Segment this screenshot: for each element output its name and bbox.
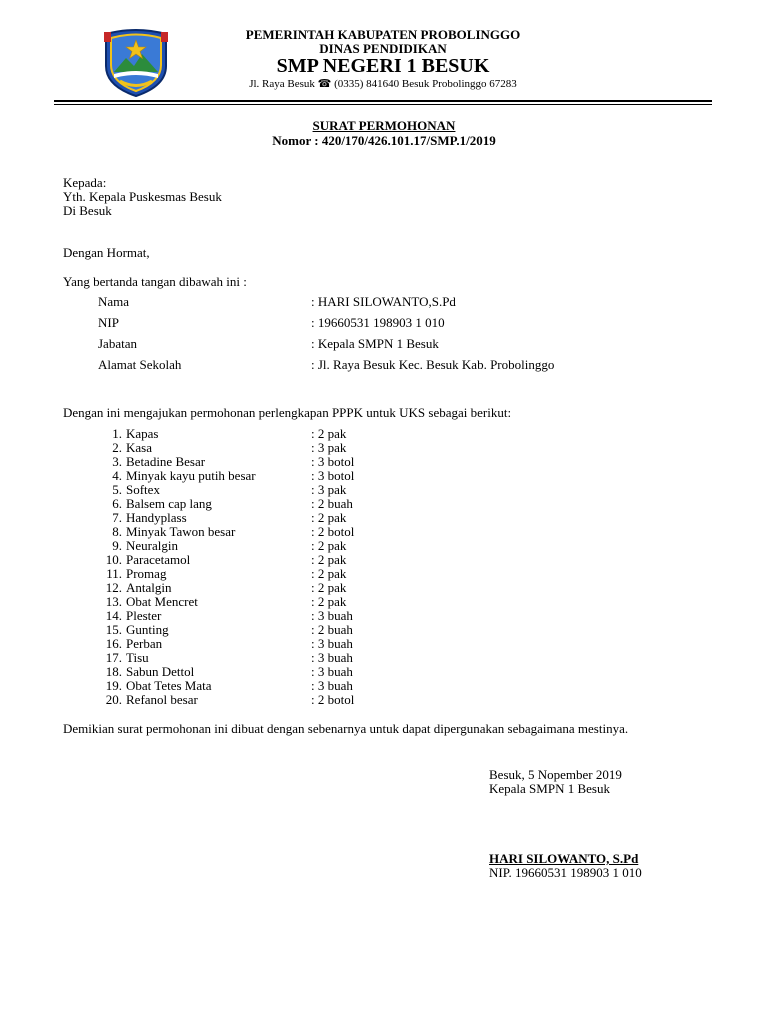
list-item xyxy=(0,496,768,510)
item-number: 6. xyxy=(112,496,122,511)
government-name: PEMERINTAH KABUPATEN PROBOLINGGO xyxy=(245,27,521,42)
item-quantity: : 3 botol xyxy=(311,468,355,483)
item-quantity: : 3 buah xyxy=(311,608,353,623)
item-number: 5. xyxy=(112,482,122,497)
greeting: Dengan Hormat, xyxy=(63,245,150,260)
item-number: 3. xyxy=(112,454,122,469)
item-number: 2. xyxy=(112,440,122,455)
identity-label: NIP xyxy=(98,315,119,330)
letter-number: Nomor : 420/170/426.101.17/SMP.1/2019 xyxy=(272,133,496,148)
identity-value: : Jl. Raya Besuk Kec. Besuk Kab. Probolinggo xyxy=(311,357,555,372)
item-name: Sabun Dettol xyxy=(126,664,195,679)
closing-text: Demikian surat permohonan ini dibuat dengan sebenarnya untuk dapat dipergunakan sebagaimana mestinya. xyxy=(63,721,629,736)
list-item xyxy=(0,664,768,678)
letterhead-divider-thick xyxy=(54,100,712,102)
item-name: Handyplass xyxy=(126,510,187,525)
list-item xyxy=(0,482,768,496)
item-quantity: : 3 buah xyxy=(311,678,353,693)
item-quantity: : 3 buah xyxy=(311,650,353,665)
letterhead-divider-thin xyxy=(54,104,712,105)
item-quantity: : 2 pak xyxy=(311,510,347,525)
identity-value: : 19660531 198903 1 010 xyxy=(311,315,445,330)
item-name: Promag xyxy=(126,566,167,581)
item-name: Obat Mencret xyxy=(126,594,198,609)
item-name: Balsem cap lang xyxy=(126,496,212,511)
item-number: 9. xyxy=(112,538,122,553)
item-number: 17. xyxy=(105,650,122,665)
item-number: 10. xyxy=(105,552,122,567)
item-number: 11. xyxy=(106,566,122,581)
item-quantity: : 3 pak xyxy=(311,482,347,497)
item-name: Paracetamol xyxy=(126,552,191,567)
item-number: 1. xyxy=(112,426,122,441)
intro-text: Yang bertanda tangan dibawah ini : xyxy=(63,274,247,289)
item-name: Antalgin xyxy=(126,580,172,595)
item-quantity: : 2 pak xyxy=(311,566,347,581)
item-quantity: : 3 pak xyxy=(311,440,347,455)
list-item xyxy=(0,440,768,454)
list-item xyxy=(0,552,768,566)
request-text: Dengan ini mengajukan permohonan perlengkapan PPPK untuk UKS sebagai berikut: xyxy=(63,405,512,420)
list-item xyxy=(0,594,768,608)
item-quantity: : 2 pak xyxy=(311,552,347,567)
item-number: 7. xyxy=(112,510,122,525)
recipient-name: Yth. Kepala Puskesmas Besuk xyxy=(63,189,222,204)
recipient-place: Di Besuk xyxy=(63,203,112,218)
item-quantity: : 3 buah xyxy=(311,664,353,679)
list-item xyxy=(0,524,768,538)
item-name: Softex xyxy=(126,482,160,497)
item-number: 13. xyxy=(105,594,122,609)
item-quantity: : 3 buah xyxy=(311,636,353,651)
item-name: Plester xyxy=(126,608,162,623)
place-date: Besuk, 5 Nopember 2019 xyxy=(489,767,622,782)
item-name: Perban xyxy=(126,636,163,651)
recipient-to: Kepada: xyxy=(63,175,107,190)
list-item xyxy=(0,608,768,622)
list-item xyxy=(0,426,768,440)
identity-label: Alamat Sekolah xyxy=(98,357,182,372)
item-quantity: : 2 buah xyxy=(311,496,353,511)
item-number: 18. xyxy=(105,664,122,679)
item-name: Obat Tetes Mata xyxy=(126,678,212,693)
item-number: 20. xyxy=(105,692,122,707)
identity-label: Jabatan xyxy=(98,336,137,351)
item-quantity: : 2 pak xyxy=(311,426,347,441)
list-item xyxy=(0,580,768,594)
item-quantity: : 2 buah xyxy=(311,622,353,637)
item-name: Minyak Tawon besar xyxy=(126,524,236,539)
letter-title: SURAT PERMOHONAN xyxy=(312,118,456,133)
item-number: 16. xyxy=(105,636,122,651)
list-item xyxy=(0,468,768,482)
item-name: Neuralgin xyxy=(126,538,178,553)
item-quantity: : 2 pak xyxy=(311,594,347,609)
list-item xyxy=(0,622,768,636)
identity-label: Nama xyxy=(98,294,130,309)
item-quantity: : 2 botol xyxy=(311,524,355,539)
identity-value: : Kepala SMPN 1 Besuk xyxy=(311,336,439,351)
list-item xyxy=(0,538,768,552)
list-item xyxy=(0,454,768,468)
item-number: 19. xyxy=(105,678,122,693)
list-item xyxy=(0,510,768,524)
item-number: 12. xyxy=(105,580,122,595)
list-item xyxy=(0,636,768,650)
item-name: Tisu xyxy=(126,650,149,665)
item-quantity: : 2 pak xyxy=(311,538,347,553)
list-item xyxy=(0,650,768,664)
item-name: Gunting xyxy=(126,622,169,637)
item-number: 14. xyxy=(105,608,122,623)
item-quantity: : 2 botol xyxy=(311,692,355,707)
item-number: 4. xyxy=(112,468,122,483)
list-item xyxy=(0,566,768,580)
item-name: Betadine Besar xyxy=(126,454,206,469)
item-number: 15. xyxy=(105,622,122,637)
identity-value: : HARI SILOWANTO,S.Pd xyxy=(311,294,456,309)
list-item xyxy=(0,678,768,692)
item-number: 8. xyxy=(112,524,122,539)
item-name: Kasa xyxy=(126,440,152,455)
item-quantity: : 2 pak xyxy=(311,580,347,595)
signer-nip: NIP. 19660531 198903 1 010 xyxy=(489,865,642,880)
school-name: SMP NEGERI 1 BESUK xyxy=(276,55,490,77)
item-name: Kapas xyxy=(126,426,159,441)
signer-position: Kepala SMPN 1 Besuk xyxy=(489,781,610,796)
item-name: Minyak kayu putih besar xyxy=(126,468,256,483)
signer-name: HARI SILOWANTO, S.Pd xyxy=(489,851,639,866)
item-quantity: : 3 botol xyxy=(311,454,355,469)
item-name: Refanol besar xyxy=(126,692,198,707)
school-address: Jl. Raya Besuk ☎ (0335) 841640 Besuk Probolinggo 67283 xyxy=(249,78,517,90)
department-name: DINAS PENDIDIKAN xyxy=(319,41,447,56)
list-item xyxy=(0,692,768,706)
regency-crest-logo xyxy=(102,28,170,98)
